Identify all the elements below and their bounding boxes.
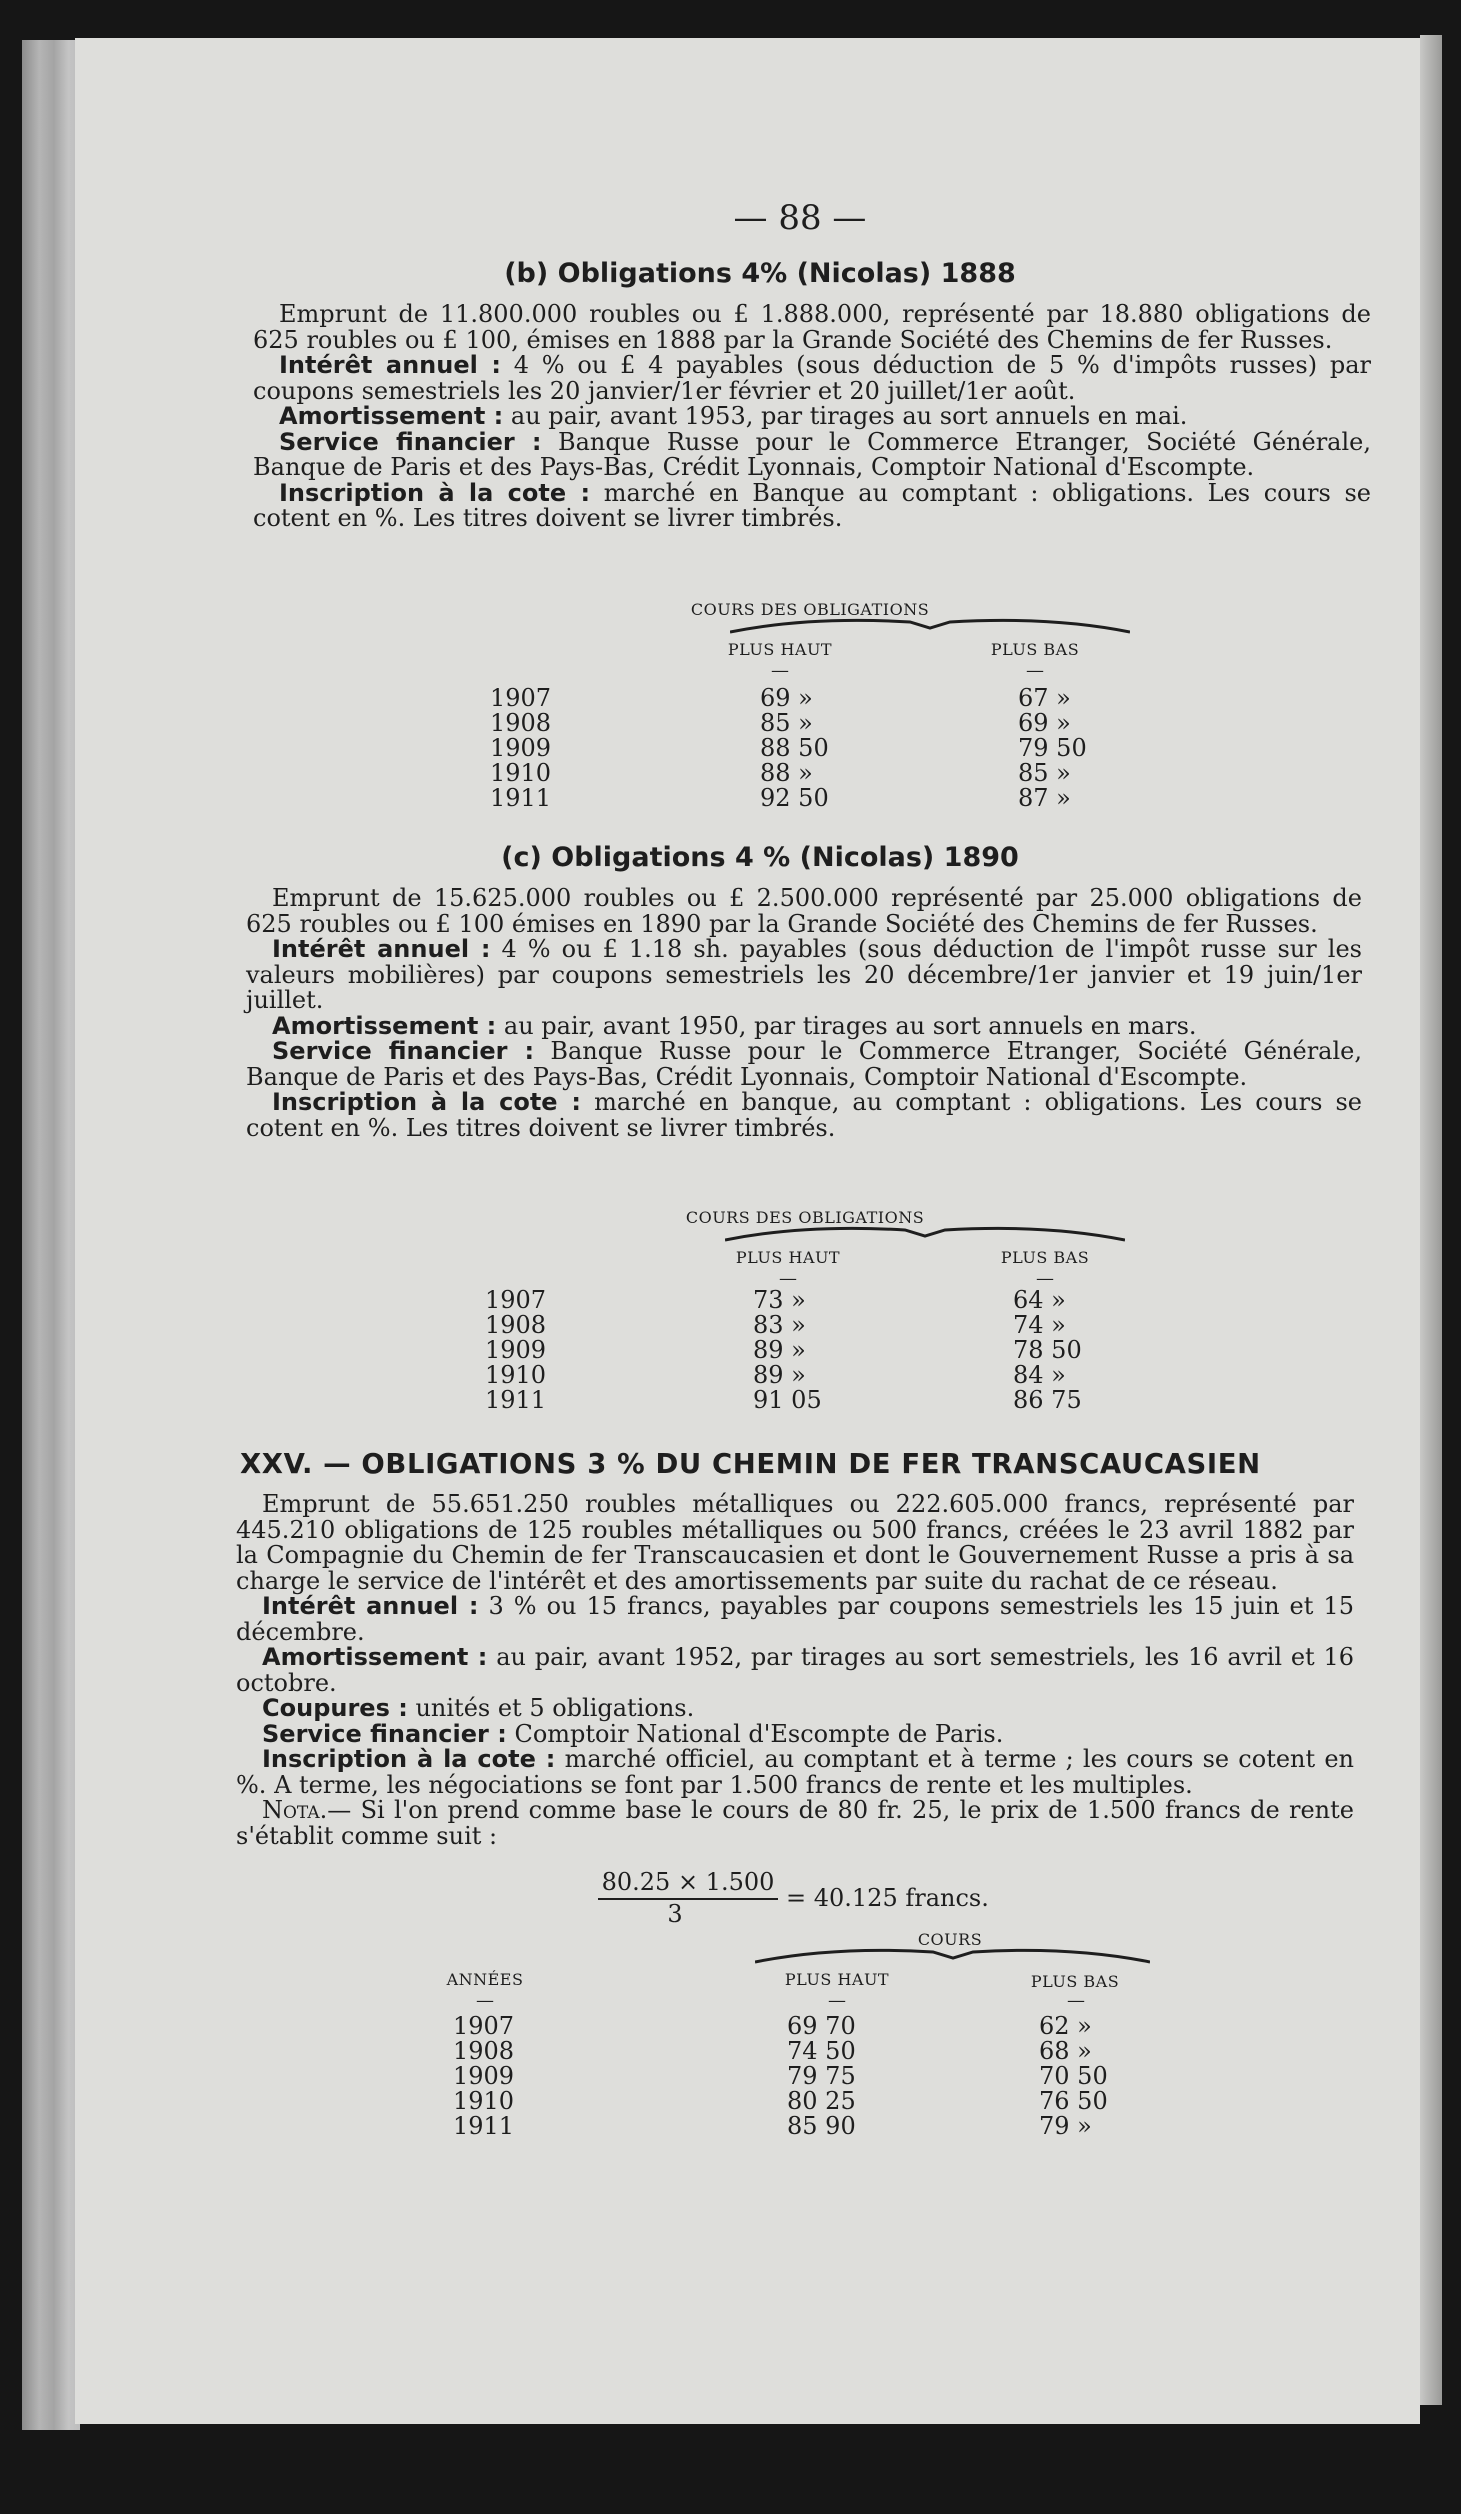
section-b-service (253, 427, 1372, 481)
table-row (490, 686, 1130, 711)
year-cell: 1910 (490, 759, 552, 787)
text: au pair, avant 1952, par tirages au sort semestriels, les 16 avril et 16 octobre. (236, 1643, 1355, 1697)
high-cell: 89 » (753, 1361, 806, 1389)
table-row (453, 2039, 1153, 2064)
section-c-amort (246, 1011, 1362, 1040)
table-brace (755, 1944, 1150, 1966)
year-cell: 1908 (490, 709, 552, 737)
year-cell: 1907 (485, 1286, 547, 1314)
low-cell: 67 » (1018, 684, 1071, 712)
col-year-header: ANNÉES (446, 1970, 524, 1989)
table-row (485, 1288, 1125, 1313)
table-row (485, 1338, 1125, 1363)
low-cell: 78 50 (1013, 1336, 1082, 1364)
fraction-numerator: 80.25 × 1.500 (598, 1868, 778, 1900)
label: Intérêt annuel : (262, 1592, 479, 1620)
high-cell: 88 » (760, 759, 813, 787)
year-cell: 1910 (485, 1361, 547, 1389)
fraction-result: = 40.125 francs. (786, 1884, 989, 1912)
text: marché officiel, au comptant et à terme ; les cours se cotent en %. A terme, les négociations se font par 1.500 francs de rente et les multiples. (236, 1745, 1354, 1799)
low-cell: 69 » (1018, 709, 1071, 737)
low-cell: 76 50 (1039, 2087, 1108, 2115)
low-cell: 85 » (1018, 759, 1071, 787)
table-row (453, 2089, 1153, 2114)
page-number: — 88 — (733, 198, 867, 238)
high-cell: 69 70 (787, 2012, 856, 2040)
section-c-body (246, 886, 1362, 1141)
low-cell: 74 » (1013, 1311, 1066, 1339)
table-row (490, 711, 1130, 736)
section-xxv-rows (453, 2014, 1153, 2144)
high-cell: 74 50 (787, 2037, 856, 2065)
text: Comptoir National d'Escompte de Paris. (514, 1719, 1004, 1748)
text: Banque Russe pour le Commerce Etranger, Société Générale, Banque de Paris et des Pays-Bas, Crédit Lyonnais, Comptoir National d'Escompte. (253, 427, 1372, 481)
table-row (490, 761, 1130, 786)
year-cell: 1911 (485, 1386, 547, 1414)
section-c-service (246, 1039, 1362, 1090)
table-row (453, 2064, 1153, 2089)
divider: — (771, 660, 789, 681)
table-title: COURS DES OBLIGATIONS (690, 600, 930, 619)
section-b-inscription (253, 478, 1371, 532)
label: Inscription à la cote : (272, 1088, 581, 1116)
text: Si l'on prend comme base le cours de 80 fr. 25, le prix de 1.500 francs de rente s'établit comme suit : (236, 1796, 1354, 1850)
text: au pair, avant 1950, par tirages au sort annuels en mars. (503, 1011, 1197, 1040)
label: Coupures : (262, 1694, 408, 1722)
col-low-header: PLUS BAS (1030, 1972, 1120, 1991)
col-high-header: PLUS HAUT (727, 640, 833, 659)
table-row (490, 736, 1130, 761)
label: Service financier : (262, 1719, 507, 1748)
label: Amortissement : (262, 1643, 488, 1671)
table-title: COURS (917, 1930, 983, 1949)
low-cell: 62 » (1039, 2012, 1092, 2040)
table-brace (725, 1222, 1125, 1244)
col-high-header: PLUS HAUT (735, 1248, 841, 1267)
high-cell: 69 » (760, 684, 813, 712)
text: 3 % ou 15 francs, payables par coupons semestriels les 15 juin et 15 décembre. (236, 1592, 1354, 1646)
low-cell: 68 » (1039, 2037, 1092, 2065)
year-cell: 1909 (453, 2062, 515, 2090)
section-xxv-amort (236, 1645, 1354, 1696)
year-cell: 1911 (490, 784, 552, 812)
text: 4 % ou £ 4 payables (sous déduction de 5 % d'impôts russes) par coupons semestriels les 20 janvier/1er février et 20 juillet/1er août. (253, 351, 1371, 405)
section-b-interet (253, 353, 1371, 404)
section-xxv-inscription (236, 1747, 1354, 1798)
year-cell: 1909 (490, 734, 552, 762)
table-row (485, 1388, 1125, 1413)
table-row (453, 2014, 1153, 2039)
table-row (485, 1313, 1125, 1338)
text: marché en banque, au comptant : obligations. Les cours se cotent en %. Les titres doivent se livrer timbrés. (246, 1088, 1362, 1142)
section-c-interet (246, 937, 1362, 1014)
high-cell: 80 25 (787, 2087, 856, 2115)
col-low-header: PLUS BAS (1000, 1248, 1090, 1267)
low-cell: 70 50 (1039, 2062, 1108, 2090)
text: 4 % ou £ 1.18 sh. payables (sous déduction de l'impôt russe sur les valeurs mobilières) par coupons semestriels les 20 décembre/1er janvier et 19 juin/1er juillet. (246, 935, 1362, 1014)
section-xxv-coupures (236, 1696, 1354, 1722)
table-row (490, 786, 1130, 811)
divider: — (476, 1990, 494, 2011)
high-cell: 88 50 (760, 734, 829, 762)
section-b-amort (253, 404, 1371, 430)
high-cell: 73 » (753, 1286, 806, 1314)
year-cell: 1911 (453, 2112, 515, 2140)
section-c-inscription (246, 1090, 1362, 1141)
high-cell: 89 » (753, 1336, 806, 1364)
label: Intérêt annuel : (279, 351, 501, 379)
high-cell: 83 » (753, 1311, 806, 1339)
low-cell: 64 » (1013, 1286, 1066, 1314)
year-cell: 1910 (453, 2087, 515, 2115)
high-cell: 85 » (760, 709, 813, 737)
section-xxv-intro: Emprunt de 55.651.250 roubles métalliques ou 222.605.000 francs, représenté par 445.210 obligations de 125 roubles métalliques ou 500 francs, créées le 23 avril 1882 par la Compagnie du Chemin de fer Transcaucasien et dont le Gouvernement Russe a pris à sa charge le service de l'intérêt et des amortissements par suite du rachat de ce réseau. (236, 1490, 1354, 1595)
fraction-denominator: 3 (667, 1900, 683, 1928)
year-cell: 1909 (485, 1336, 547, 1364)
table-row (453, 2114, 1153, 2139)
high-cell: 79 75 (787, 2062, 856, 2090)
section-c-intro: Emprunt de 15.625.000 roubles ou £ 2.500.000 représenté par 25.000 obligations de 625 roubles ou £ 100 émises en 1890 par la Grande Société des Chemins de fer Russes. (246, 884, 1362, 938)
label: Intérêt annuel : (272, 935, 491, 963)
text: Banque Russe pour le Commerce Etranger, Société Générale, Banque de Paris et des Pays-Bas, Crédit Lyonnais, Comptoir National d'Escompte. (246, 1037, 1362, 1091)
text: marché en Banque au comptant : obligations. Les cours se cotent en %. Les titres doivent se livrer timbrés. (253, 478, 1371, 532)
high-cell: 92 50 (760, 784, 829, 812)
col-high-header: PLUS HAUT (784, 1970, 890, 1989)
divider: — (1036, 1268, 1054, 1289)
divider: — (1067, 1990, 1085, 2011)
low-cell: 87 » (1018, 784, 1071, 812)
section-xxv-interet (236, 1594, 1354, 1645)
low-cell: 86 75 (1013, 1386, 1082, 1414)
section-b-intro: Emprunt de 11.800.000 roubles ou £ 1.888.000, représenté par 18.880 obligations de 625 roubles ou £ 100, émises en 1888 par la Grande Société des Chemins de fer Russes. (253, 300, 1371, 354)
label: Inscription à la cote : (279, 478, 591, 507)
label: Service financier : (279, 427, 542, 456)
section-b-title: (b) Obligations 4% (Nicolas) 1888 (504, 258, 1016, 289)
divider: — (828, 1990, 846, 2011)
high-cell: 91 05 (753, 1386, 822, 1414)
low-cell: 79 50 (1018, 734, 1087, 762)
label: Amortissement : (272, 1011, 497, 1040)
label: Nota.— (262, 1796, 352, 1824)
table-title: COURS DES OBLIGATIONS (685, 1208, 925, 1227)
col-low-header: PLUS BAS (990, 640, 1080, 659)
year-cell: 1907 (490, 684, 552, 712)
section-b-body (253, 302, 1371, 532)
section-c-rows (485, 1288, 1125, 1418)
text: unités et 5 obligations. (415, 1694, 695, 1722)
label: Amortissement : (279, 402, 504, 430)
high-cell: 85 90 (787, 2112, 856, 2140)
label: Inscription à la cote : (262, 1745, 556, 1773)
section-xxv-body (236, 1492, 1354, 1849)
label: Service financier : (272, 1037, 535, 1065)
year-cell: 1908 (453, 2037, 515, 2065)
divider: — (1026, 660, 1044, 681)
text: au pair, avant 1953, par tirages au sort annuels en mai. (510, 402, 1188, 430)
section-xxv-title: XXV. — OBLIGATIONS 3 % DU CHEMIN DE FER TRANSCAUCASIEN (240, 1448, 1261, 1480)
section-c-title: (c) Obligations 4 % (Nicolas) 1890 (501, 842, 1019, 873)
low-cell: 84 » (1013, 1361, 1066, 1389)
table-row (485, 1363, 1125, 1388)
section-xxv-service (236, 1719, 1354, 1748)
table-brace (730, 614, 1130, 636)
divider: — (779, 1268, 797, 1289)
section-b-rows (490, 686, 1130, 816)
low-cell: 79 » (1039, 2112, 1092, 2140)
year-cell: 1908 (485, 1311, 547, 1339)
section-xxv-nota (236, 1798, 1354, 1849)
year-cell: 1907 (453, 2012, 515, 2040)
